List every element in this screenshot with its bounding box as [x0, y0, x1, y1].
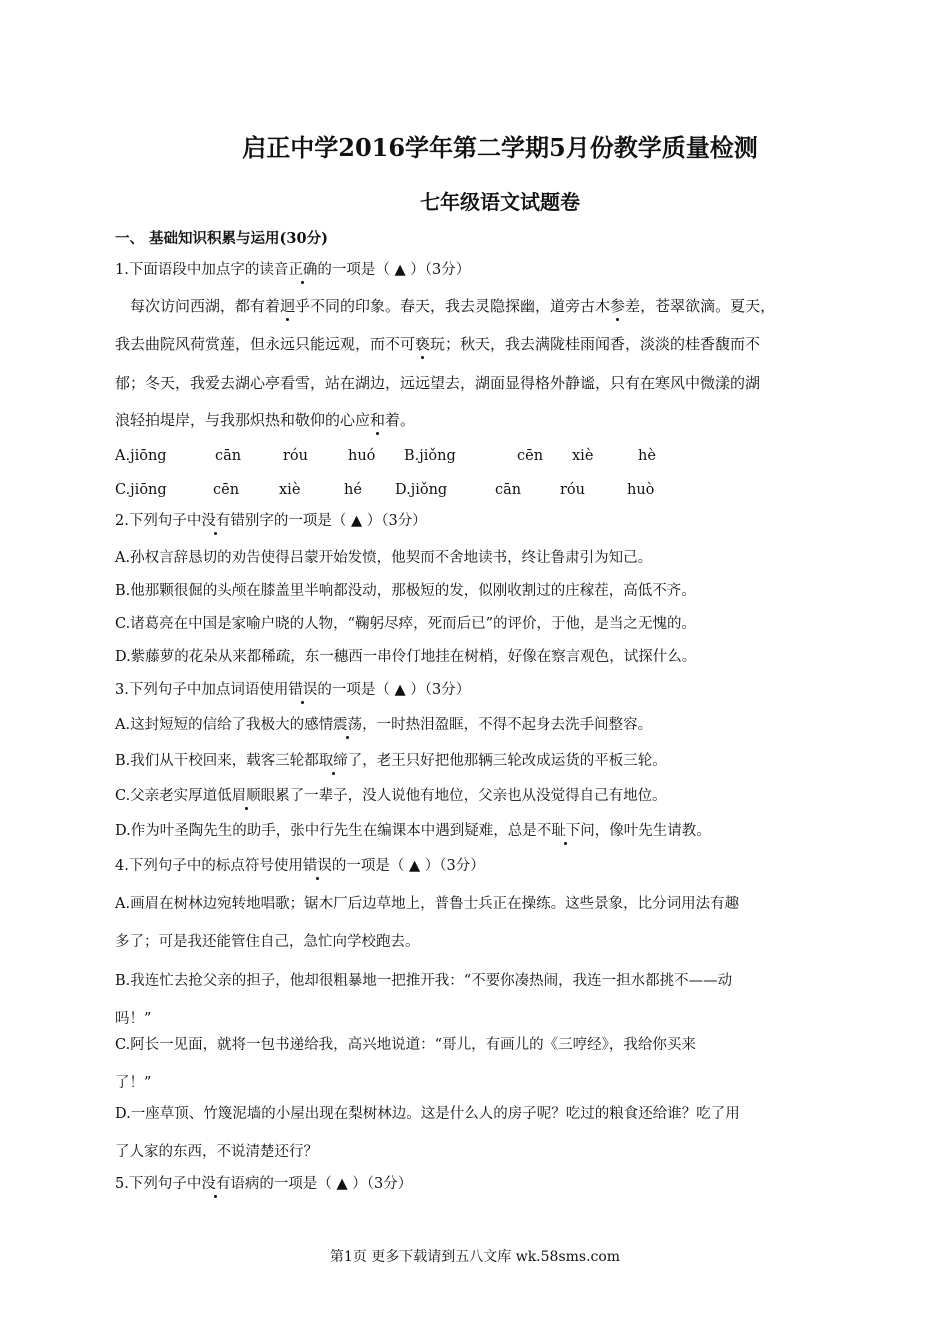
question-4-option-d: D.一座草顶、竹篾泥墙的小屋出现在梨树林边。这是什么人的房子呢？吃过的粮食还给谁？吃了用	[115, 1106, 740, 1122]
exam-title: 启正中学2016学年第二学期5月份教学质量检测	[242, 133, 758, 162]
question-3-stem: 3.下列句子中加点词语使用错误的一项是（ ▲ ）（3分）	[115, 682, 471, 698]
exam-subtitle: 七年级语文试题卷	[420, 190, 580, 214]
question-2-stem: 2.下列句子中没有错别字的一项是（ ▲ ）（3分）	[115, 513, 427, 529]
question-2-option-d: D.紫藤萝的花朵从来都稀疏，东一穗西一串伶仃地挂在树梢，好像在察言观色，试探什么。	[115, 649, 697, 665]
question-4-option-c: C.阿长一见面，就将一包书递给我，高兴地说道：“哥儿，有画儿的《三哼经》，我给你买来	[115, 1037, 696, 1053]
question-1-options-row: A.jiōng cān róu huó B.jiǒng cēn xiè hè	[115, 448, 656, 464]
question-1-passage-line: 郁；冬天，我爱去湖心亭看雪，站在湖边，远远望去，湖面显得格外静谧，只有在寒风中微漾的湖	[115, 374, 761, 392]
question-1-passage-line: 浪轻拍堤岸，与我那炽热和敬仰的心应和着。	[115, 411, 416, 429]
question-2-option-b: B.他那颗很倔的头颅在膝盖里半响都没动，那极短的发，似刚收割过的庄稼茬，高低不齐。	[115, 583, 696, 599]
option-c: C.jiōng	[115, 482, 167, 498]
question-2-option-a: A.孙权言辞恳切的劝告使得吕蒙开始发愤，他契而不舍地读书，终让鲁肃引为知己。	[115, 550, 653, 566]
question-4-option-d-cont: 了人家的东西，不说清楚还行？	[115, 1144, 318, 1160]
question-2-option-c: C.诸葛亮在中国是家喻户晓的人物，“鞠躬尽瘁，死而后已”的评价，于他，是当之无愧的。	[115, 616, 697, 632]
question-3-option-d: D.作为叶圣陶先生的助手，张中行先生在编课本中遇到疑难，总是不耻下问，像叶先生请教。	[115, 823, 711, 839]
question-1-passage-line: 每次访问西湖，都有着迥乎不同的印象。春天，我去灵隐探幽，道旁古木参差，苍翠欲滴。夏天，	[130, 297, 776, 315]
question-1-passage-line: 我去曲院风荷赏莲，但永远只能远观，而不可亵玩；秋天，我去满陇桂雨闻香，淡淡的桂香馥而不	[115, 335, 761, 353]
option-b: B.jiǒng	[404, 448, 456, 464]
question-5-stem: 5.下列句子中没有语病的一项是（ ▲ ）（3分）	[115, 1176, 413, 1192]
page-footer: 第1页 更多下载请到五八文库 wk.58sms.com	[329, 1249, 621, 1265]
option-d: D.jiǒng	[395, 482, 448, 498]
section-heading: 一、 基础知识积累与运用(30分)	[115, 230, 328, 247]
question-4-stem: 4.下列句子中的标点符号使用错误的一项是（ ▲ ）（3分）	[115, 858, 485, 874]
question-3-option-b: B.我们从干校回来，载客三轮都取缔了，老王只好把他那辆三轮改成运货的平板三轮。	[115, 753, 667, 769]
question-1-options-row: C.jiōng cēn xiè hé D.jiǒng cān róu huò	[115, 482, 655, 498]
question-4-option-b: B.我连忙去抢父亲的担子，他却很粗暴地一把推开我：“不要你凑热闹，我连一担水都挑不——动	[115, 973, 733, 989]
question-4-option-a-cont: 多了；可是我还能管住自己，急忙向学校跑去。	[115, 934, 420, 950]
question-1-stem: 1.下面语段中加点字的读音正确的一项是（ ▲ ）（3分）	[115, 262, 471, 278]
question-4-option-b-cont: 吗！”	[115, 1011, 152, 1027]
question-3-option-a: A.这封短短的信给了我极大的感情震荡，一时热泪盈眶，不得不起身去洗手间整容。	[115, 717, 653, 733]
question-3-option-c: C.父亲老实厚道低眉顺眼累了一辈子，没人说他有地位，父亲也从没觉得自己有地位。	[115, 788, 667, 804]
option-a: A.jiōng	[115, 448, 167, 464]
question-4-option-a: A.画眉在树林边宛转地唱歌；锯木厂后边草地上，普鲁士兵正在操练。这些景象，比分词用法有趣	[115, 896, 740, 912]
question-4-option-c-cont: 了！”	[115, 1075, 152, 1091]
